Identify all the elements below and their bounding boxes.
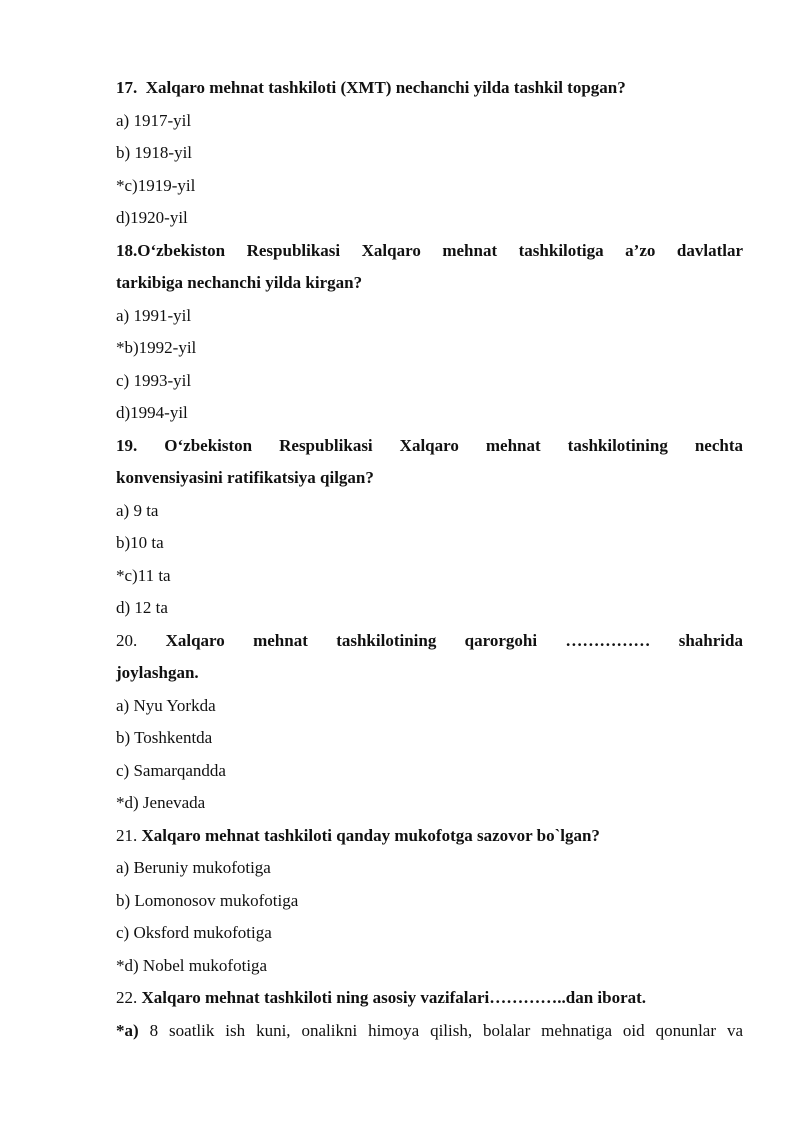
option-correct: *b)1992-yil (116, 338, 197, 357)
option: a) Nyu Yorkda (116, 695, 216, 715)
question-text-line-2: joylashgan. (116, 663, 199, 682)
option: c) 1993-yil (116, 370, 192, 390)
option: d)1920-yil (116, 208, 188, 227)
question-number: 22. (116, 988, 138, 1007)
question-20 (116, 625, 743, 658)
answer-line (116, 1015, 743, 1048)
option: b) Toshkentda (116, 728, 213, 747)
option: a) 1917-yil (116, 110, 192, 130)
document-page (116, 72, 743, 1047)
question-text: Xalqaro mehnat tashkiloti qanday mukofotga sazovor bo`lgan? (141, 825, 600, 845)
option: b) Lomonosov mukofotiga (116, 890, 299, 910)
question-text-line-2: konvensiyasini ratifikatsiya qilgan? (116, 468, 374, 487)
question-17 (116, 72, 743, 105)
question-text-line-1: Xalqaro mehnat tashkilotining qarorgohi …………… shahrida (165, 630, 743, 650)
option: b)10 ta (116, 533, 164, 552)
answer-text: 8 soatlik ish kuni, onalikni himoya qilish, bolalar mehnatiga oid qonunlar va (149, 1020, 743, 1040)
option: c) Samarqandda (116, 760, 226, 780)
question-text-line-1: O‘zbekiston Respublikasi Xalqaro mehnat tashkilotining nechta (164, 435, 743, 455)
question-18 (116, 235, 743, 268)
option: d)1994-yil (116, 403, 188, 422)
question-text: Xalqaro mehnat tashkiloti (XMT) nechanchi yilda tashkil topgan? (145, 78, 626, 97)
question-21 (116, 820, 743, 853)
question-number: 18. (116, 240, 138, 260)
option: b) 1918-yil (116, 143, 193, 162)
option-correct: *c)1919-yil (116, 175, 196, 195)
question-number: 17. (116, 78, 138, 97)
answer-label: *a) (116, 1020, 139, 1040)
option: a) 9 ta (116, 500, 159, 520)
option: a) 1991-yil (116, 305, 192, 325)
option: d) 12 ta (116, 598, 168, 617)
question-number: 21. (116, 825, 138, 845)
option: c) Oksford mukofotiga (116, 923, 272, 942)
question-19 (116, 430, 743, 463)
question-text-line-1: O‘zbekiston Respublikasi Xalqaro mehnat tashkilotiga a’zo davlatlar (137, 240, 743, 260)
question-number: 20. (116, 630, 138, 650)
question-text-line-2: tarkibiga nechanchi yilda kirgan? (116, 273, 363, 292)
option: a) Beruniy mukofotiga (116, 858, 271, 877)
option-correct: *d) Jenevada (116, 793, 206, 812)
question-number: 19. (116, 435, 138, 455)
option-correct: *c)11 ta (116, 565, 171, 585)
question-text: Xalqaro mehnat tashkiloti ning asosiy vazifalari…………..dan iborat. (141, 988, 647, 1007)
question-22 (116, 982, 743, 1015)
option-correct: *d) Nobel mukofotiga (116, 955, 268, 975)
